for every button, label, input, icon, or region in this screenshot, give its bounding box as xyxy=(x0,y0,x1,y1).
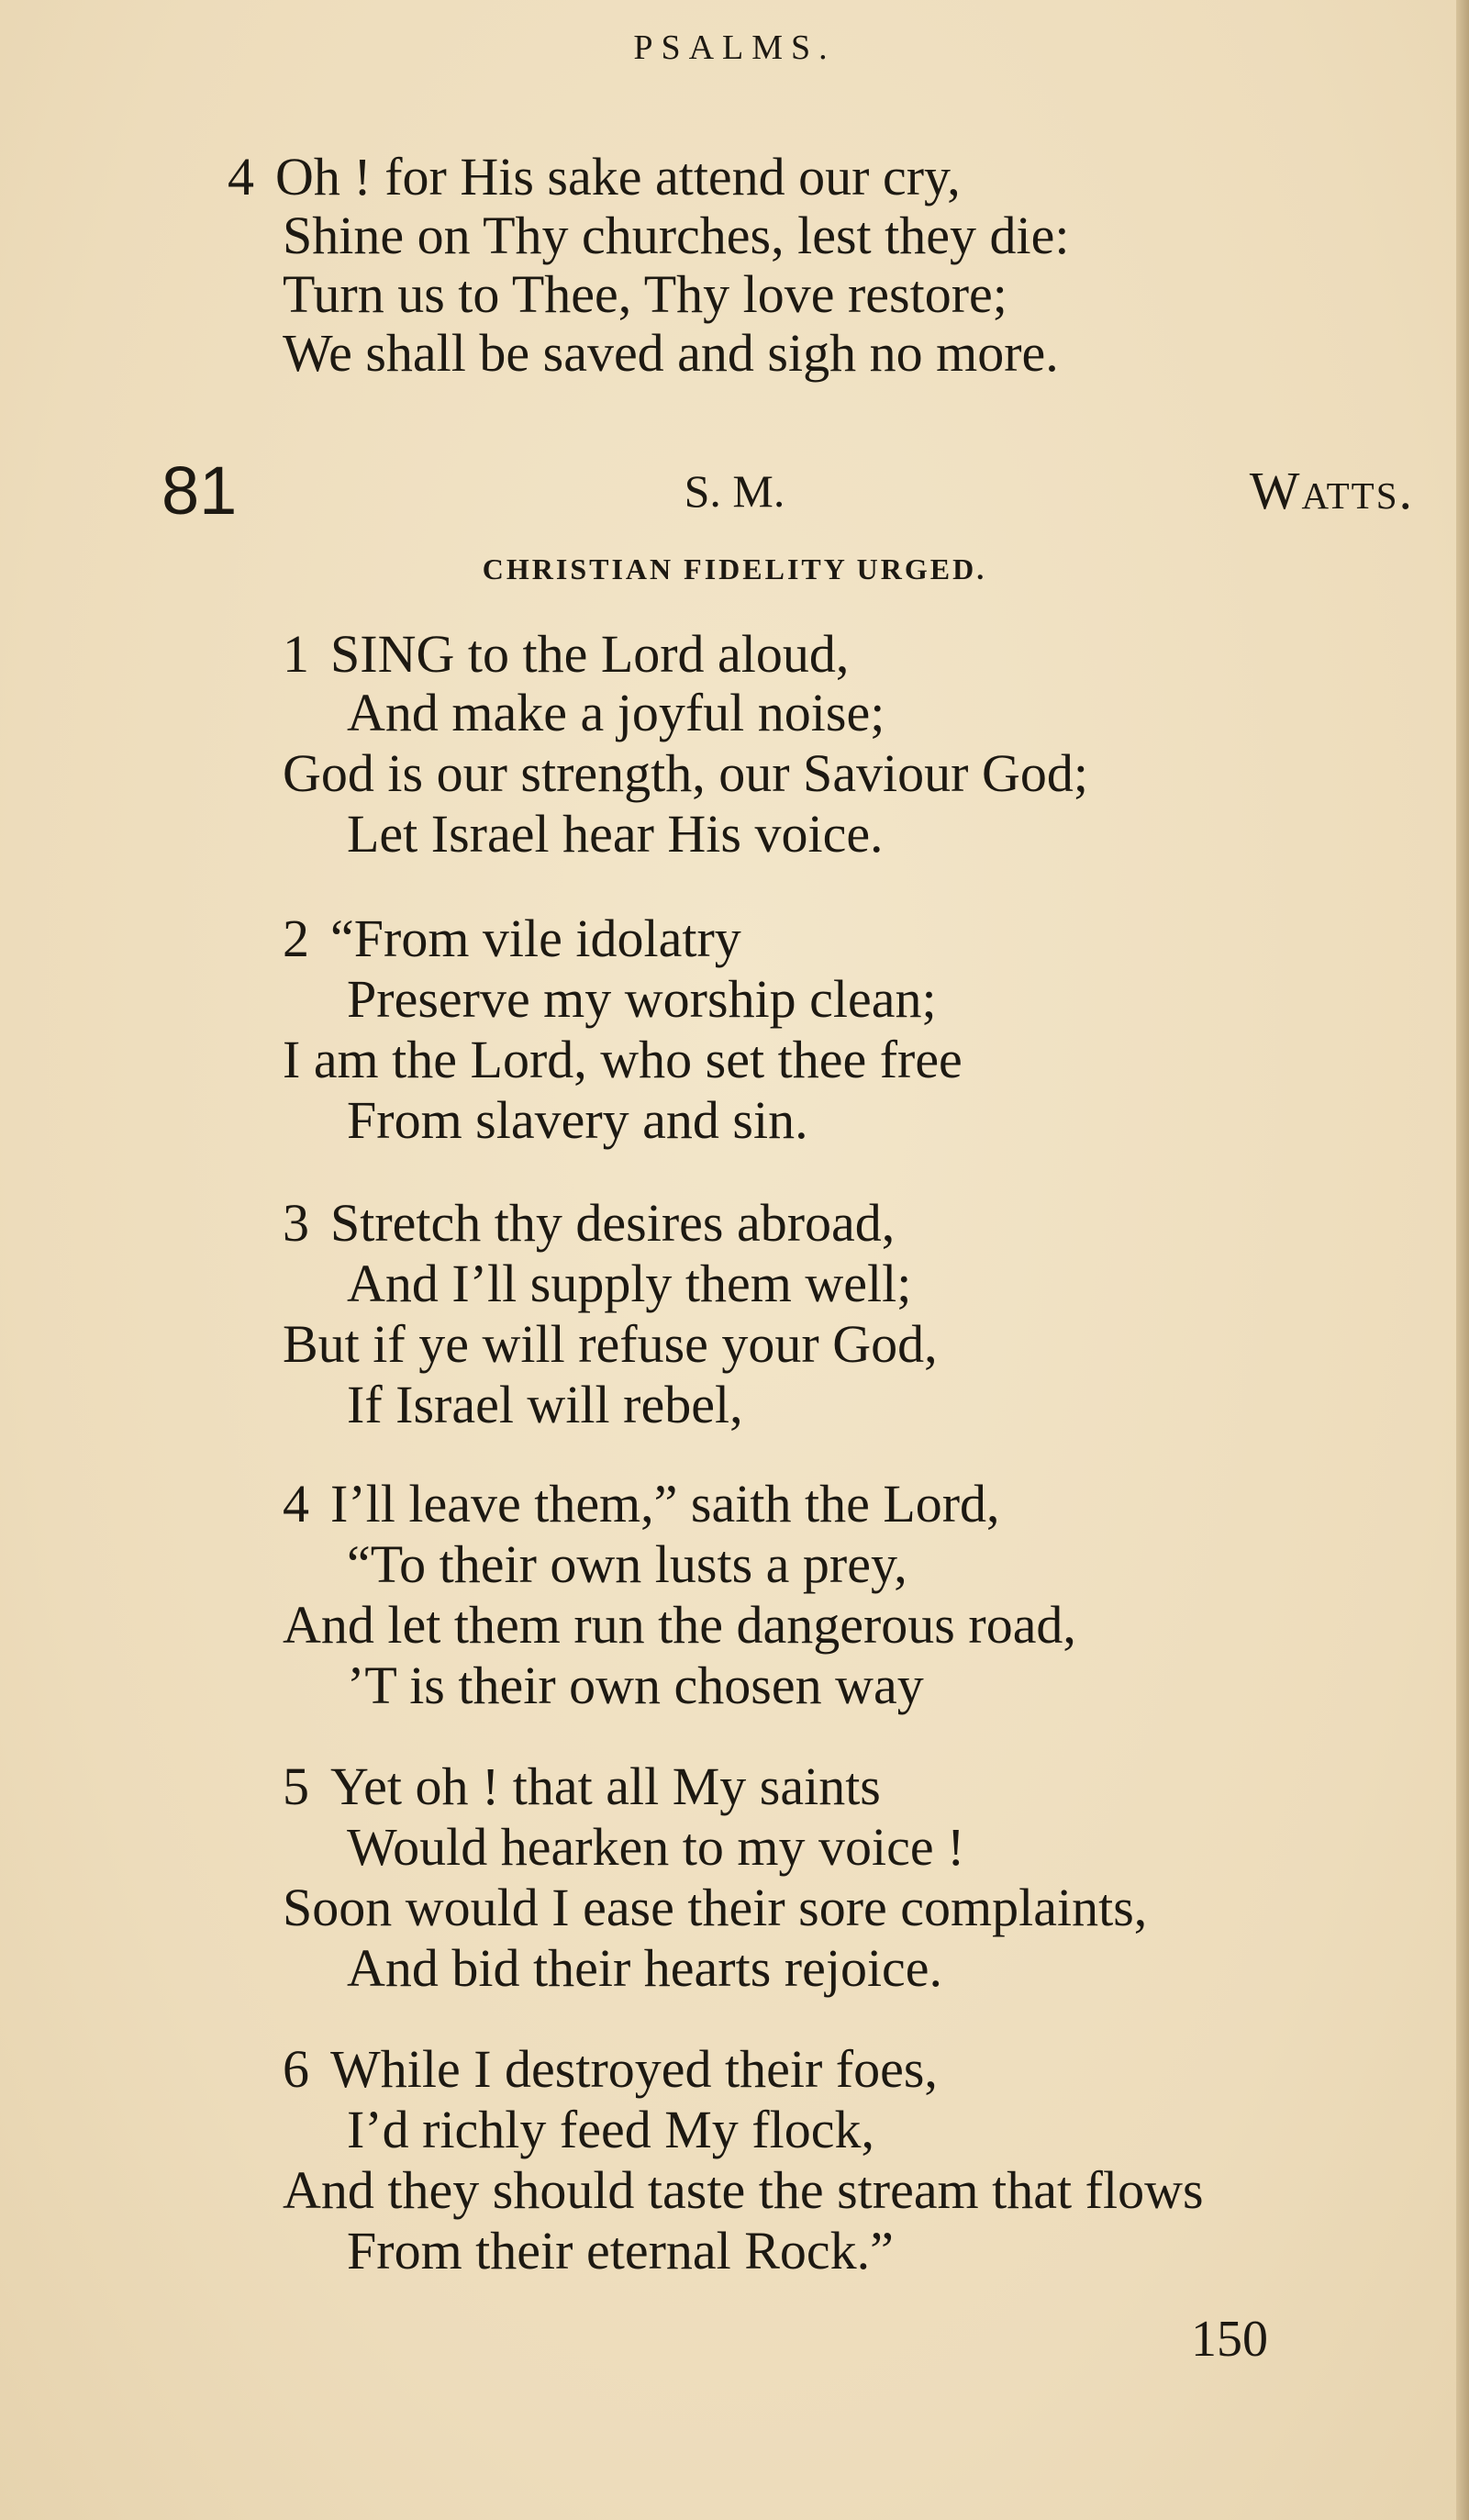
verse-number: 4 xyxy=(283,1474,309,1533)
verse-number: 4 xyxy=(228,147,254,206)
verse-text: Yet oh ! that all My saints xyxy=(330,1756,881,1816)
verse-5-line-3: Soon would I ease their sore complaints, xyxy=(283,1878,1148,1937)
hymn-author: Watts. xyxy=(1249,461,1414,520)
prev-verse-line-4: We shall be saved and sigh no more. xyxy=(283,323,1059,383)
prev-verse-line-2: Shine on Thy churches, lest they die: xyxy=(283,206,1070,265)
hymn-number: 81 xyxy=(161,452,238,529)
running-head: PSALMS. xyxy=(633,28,836,67)
verse-4-line-2: “To their own lusts a prey, xyxy=(347,1534,907,1594)
verse-3-line-2: And I’ll supply them well; xyxy=(347,1254,912,1313)
page-edge xyxy=(1456,0,1469,2520)
verse-number: 5 xyxy=(283,1756,309,1816)
verse-3-line-4: If Israel will rebel, xyxy=(347,1375,743,1434)
verse-6-line-4: From their eternal Rock.” xyxy=(347,2221,894,2280)
verse-text: I’ll leave them,” saith the Lord, xyxy=(330,1474,1000,1533)
verse-3-line-1 xyxy=(283,1193,895,1254)
verse-1-line-2: And make a joyful noise; xyxy=(347,683,885,742)
verse-2-line-1 xyxy=(283,909,741,969)
hymn-subtitle: CHRISTIAN FIDELITY URGED. xyxy=(482,552,987,585)
verse-3-line-3: But if ye will refuse your God, xyxy=(283,1314,938,1374)
verse-2-line-3: I am the Lord, who set thee free xyxy=(283,1030,963,1089)
verse-text: Stretch thy desires abroad, xyxy=(330,1193,896,1253)
verse-text: Oh ! for His sake attend our cry, xyxy=(275,147,961,206)
prev-verse-line-1 xyxy=(228,147,961,207)
verse-2-line-2: Preserve my worship clean; xyxy=(347,969,937,1029)
verse-1-line-1 xyxy=(283,624,849,685)
verse-text: “From vile idolatry xyxy=(330,909,741,968)
verse-number: 2 xyxy=(283,909,309,968)
prev-verse-line-3: Turn us to Thee, Thy love restore; xyxy=(283,264,1007,324)
verse-number: 1 xyxy=(283,624,309,684)
verse-number: 6 xyxy=(283,2039,309,2099)
hymn-meter: S. M. xyxy=(684,465,785,517)
verse-5-line-4: And bid their hearts rejoice. xyxy=(347,1938,943,1998)
verse-text: While I destroyed their foes, xyxy=(330,2039,938,2099)
verse-6-line-1 xyxy=(283,2039,938,2100)
verse-5-line-1 xyxy=(283,1756,881,1817)
verse-1-line-4: Let Israel hear His voice. xyxy=(347,804,884,864)
page-number: 150 xyxy=(1191,2311,1268,2368)
verse-5-line-2: Would hearken to my voice ! xyxy=(347,1817,965,1877)
verse-4-line-3: And let them run the dangerous road, xyxy=(283,1595,1076,1655)
verse-1-line-3: God is our strength, our Saviour God; xyxy=(283,743,1088,803)
verse-6-line-3: And they should taste the stream that flows xyxy=(283,2160,1204,2220)
verse-6-line-2: I’d richly feed My flock, xyxy=(347,2100,874,2159)
verse-text: SING to the Lord aloud, xyxy=(330,624,850,684)
verse-4-line-4: ’T is their own chosen way xyxy=(347,1656,924,1715)
verse-2-line-4: From slavery and sin. xyxy=(347,1090,808,1150)
verse-4-line-1 xyxy=(283,1474,1000,1534)
verse-number: 3 xyxy=(283,1193,309,1253)
